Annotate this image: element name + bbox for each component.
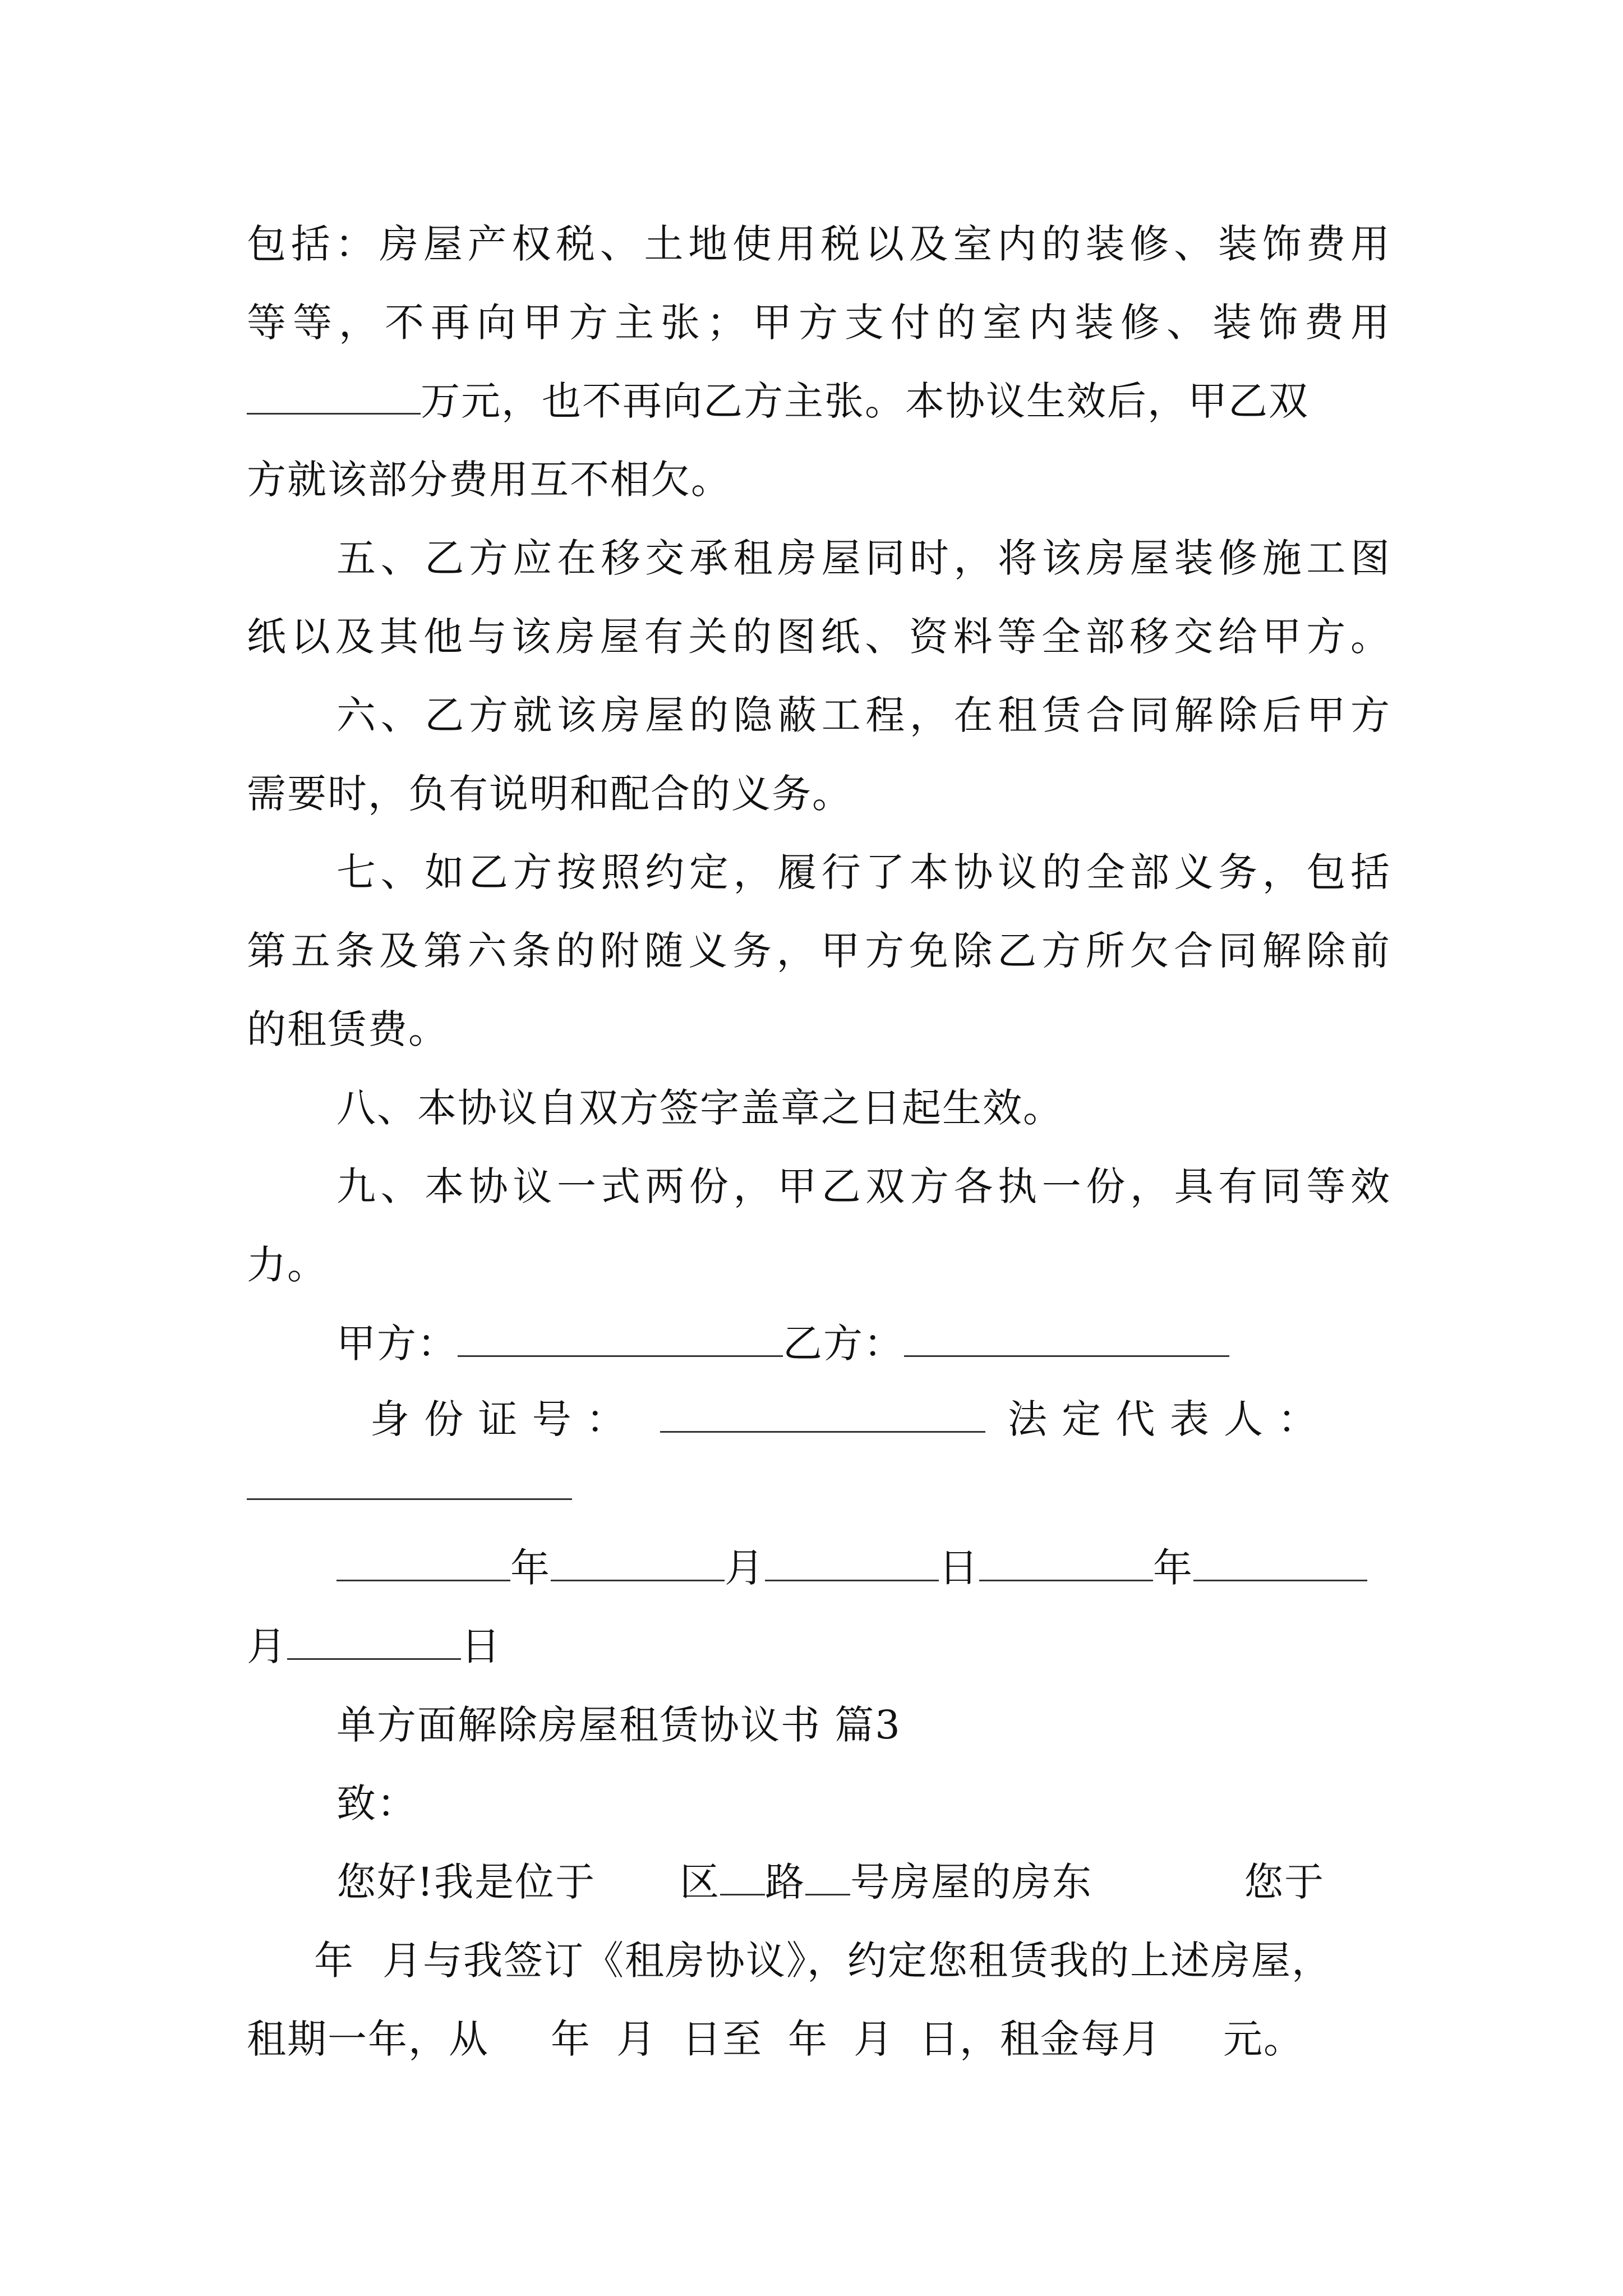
date-blank [551, 1540, 725, 1581]
text-line: 需要时，负有说明和配合的义务。 [247, 771, 852, 817]
text-line: 五、乙方应在移交承租房屋同时，将该房屋装修施工图 [336, 535, 1391, 581]
rep-blank [247, 1459, 572, 1500]
text-segment: 元。 [1223, 2016, 1304, 2062]
text-line: 九、本协议一式两份，甲乙双方各执一份，具有同等效 [336, 1163, 1391, 1209]
text-segment: 万元，也不再向乙方主张。本协议生效后，甲乙双 [421, 378, 1309, 424]
signature-line [336, 1304, 1391, 1383]
text-segment: 号房屋的房东 [850, 1859, 1093, 1905]
party-a-blank [458, 1316, 783, 1357]
text-line: 七、如乙方按照约定，履行了本协议的全部义务，包括 [336, 849, 1391, 895]
party-a-label: 甲方： [336, 1320, 458, 1366]
party-b-blank [904, 1316, 1229, 1357]
text-line [247, 362, 1391, 440]
text-segment: 路 [765, 1859, 806, 1905]
text-segment: 您于 [1244, 1859, 1325, 1905]
text-segment: 年 [788, 2016, 828, 2062]
text-segment: 租期一年，从 [247, 2016, 489, 2062]
text-line: 方就该部分费用互不相欠。 [247, 457, 731, 503]
blank [720, 1855, 765, 1895]
text-line: 第五条及第六条的附随义务，甲方免除乙方所欠合同解除前 [247, 928, 1391, 974]
text-line [314, 1921, 1391, 2000]
id-blank [660, 1392, 985, 1433]
date-blank [979, 1540, 1153, 1581]
salutation: 致： [336, 1780, 417, 1826]
date-line [336, 1529, 1391, 1607]
text-segment: 日，租金每月 [919, 2016, 1161, 2062]
text-line: 八、本协议自双方签字盖章之日起生效。 [336, 1085, 1063, 1131]
date-day-label: 日 [461, 1623, 501, 1669]
date-blank [1193, 1540, 1367, 1581]
text-line: 等等，不再向甲方主张；甲方支付的室内装修、装饰费用 [247, 300, 1391, 346]
date-line-2 [247, 1607, 1391, 1686]
date-year-label: 年 [510, 1545, 551, 1591]
text-segment: 日至 [682, 2016, 763, 2062]
id-label: 身 份 证 号 ： [370, 1396, 627, 1442]
id-rep-line [370, 1380, 1391, 1458]
text-segment: 月与我签订《租房协议》，约定您租赁我的上述房屋， [382, 1938, 1332, 1984]
rep-blank-line [247, 1447, 1391, 1526]
date-month-label: 月 [725, 1545, 765, 1591]
text-line [247, 2000, 1391, 2078]
blank-amount [247, 374, 421, 415]
text-segment: 年 [551, 2016, 591, 2062]
date-day-label: 日 [939, 1545, 979, 1591]
text-segment: 月 [616, 2016, 657, 2062]
date-year-label: 年 [1153, 1545, 1193, 1591]
party-b-label: 乙方： [783, 1320, 904, 1366]
text-line: 包括：房屋产权税、土地使用税以及室内的装修、装饰费用 [247, 221, 1391, 267]
text-segment: 月 [854, 2016, 894, 2062]
rep-label: 法 定 代 表 人 ： [1008, 1396, 1318, 1442]
text-line: 六、乙方就该房屋的隐蔽工程，在租赁合同解除后甲方 [336, 692, 1391, 738]
date-blank [765, 1540, 939, 1581]
date-blank [287, 1619, 461, 1660]
text-line: 力。 [247, 1242, 328, 1288]
text-line [336, 1843, 1391, 1921]
text-line: 的租赁费。 [247, 1006, 449, 1052]
text-segment: 您好!我是位于 [336, 1859, 596, 1905]
section-title: 单方面解除房屋租赁协议书 篇3 [336, 1702, 901, 1748]
text-segment: 区 [680, 1859, 721, 1905]
date-month-label: 月 [247, 1623, 287, 1669]
blank [805, 1855, 850, 1895]
text-line: 纸以及其他与该房屋有关的图纸、资料等全部移交给甲方。 [247, 614, 1391, 660]
date-blank [336, 1540, 510, 1581]
text-segment: 年 [314, 1938, 354, 1984]
